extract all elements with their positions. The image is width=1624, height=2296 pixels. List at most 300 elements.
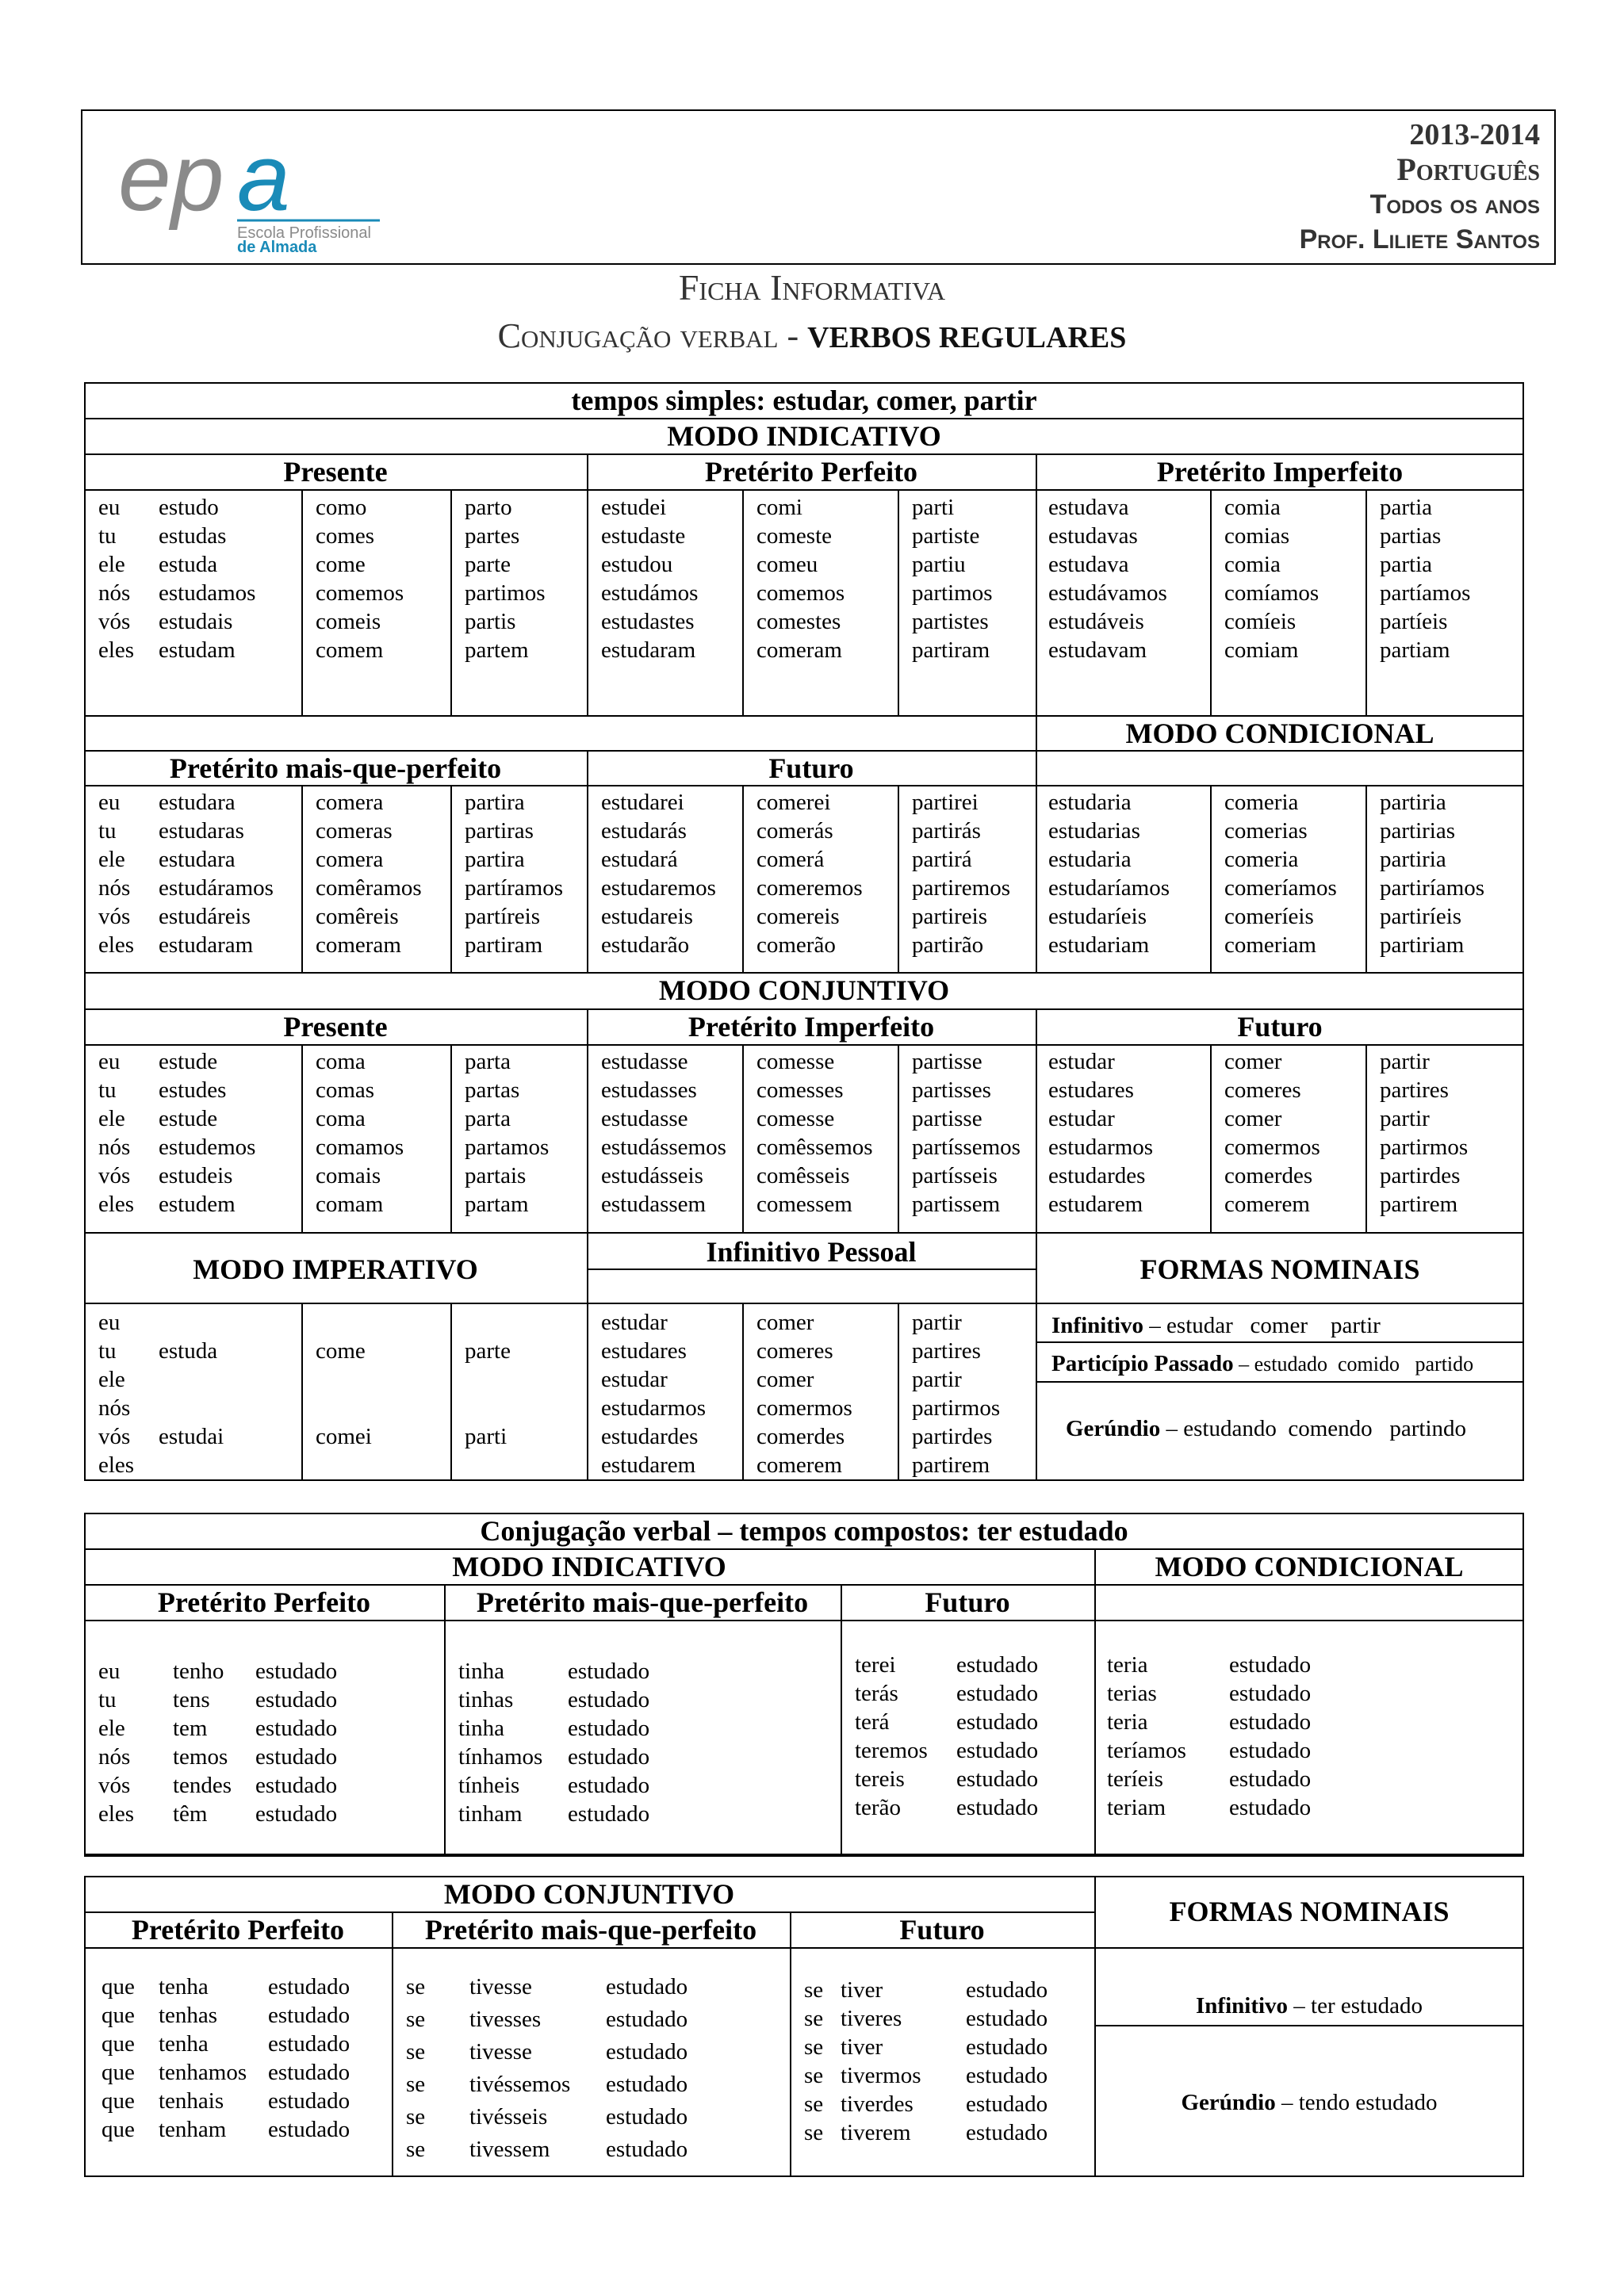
verb-form: estudado: [606, 2072, 688, 2097]
header-info: [1300, 117, 1540, 257]
verb-form: comer: [756, 1310, 814, 1335]
verb-form: comesse: [756, 1049, 835, 1074]
verb-form: estudasse: [601, 1106, 688, 1131]
verb-form: comereis: [756, 904, 840, 929]
verb-form: comam: [316, 1192, 384, 1217]
verb-form: estudem: [159, 1192, 236, 1217]
verb-form: estudarás: [601, 818, 687, 844]
ind-futuro-heading: Futuro: [768, 752, 854, 784]
verb-form: eles: [98, 1452, 135, 1478]
verb-form: estudava: [1048, 552, 1129, 577]
verb-form: estudasse: [601, 1049, 688, 1074]
verb-form: tu: [98, 523, 117, 549]
verb-form: partias: [1380, 523, 1442, 549]
verb-form: que: [102, 1974, 135, 1999]
verb-form: tivesse: [469, 2039, 532, 2064]
verb-form: estudar: [1048, 1049, 1115, 1074]
verb-form: comêssemos: [756, 1135, 873, 1160]
verb-form: estudáreis: [159, 904, 251, 929]
imperativo-tu-2: come: [316, 1338, 366, 1364]
verb-form: estudado: [268, 2003, 350, 2028]
verb-form: partirás: [912, 818, 981, 844]
verb-form: partiríamos: [1380, 875, 1485, 901]
imperativo-tu-1: estuda: [159, 1338, 218, 1364]
verb-form: tenhas: [159, 2003, 218, 2028]
verb-form: partisse: [912, 1106, 982, 1131]
verb-form: estudado: [255, 1773, 338, 1798]
verb-column: [316, 788, 422, 959]
verb-form: estudaras: [159, 818, 244, 844]
verb-form: estudado: [956, 1738, 1039, 1763]
verb-column: [159, 493, 255, 664]
verb-form: estudado: [956, 1795, 1039, 1820]
doc-subtitle: Conjugação verbal - VERBOS REGULARES: [497, 316, 1127, 355]
verb-form: comera: [316, 847, 384, 872]
verb-form: comerá: [756, 847, 825, 872]
verb-form: comamos: [316, 1135, 404, 1160]
verb-form: estudar: [1048, 1106, 1115, 1131]
verb-form: partires: [1380, 1077, 1449, 1103]
verb-form: estudaria: [1048, 847, 1132, 872]
ind-mqp-heading: Pretérito mais-que-perfeito: [169, 752, 502, 784]
verb-form: comas: [316, 1077, 375, 1103]
participle-column: [568, 1657, 649, 1828]
verb-form: se: [804, 2006, 824, 2031]
inf-pessoal-column: [756, 1308, 852, 1479]
verb-form: eu: [98, 1049, 121, 1074]
participle-column: [255, 1657, 337, 1828]
verb-form: estudamos: [159, 580, 256, 606]
verb-form: estudado: [606, 1974, 688, 1999]
verb-form: estudara: [159, 790, 236, 815]
verb-form: comeremos: [756, 875, 863, 901]
verb-form: partiam: [1380, 637, 1450, 663]
verb-form: se: [406, 2072, 426, 2097]
verb-form: tem: [173, 1716, 208, 1741]
verb-form: estudado: [568, 1773, 650, 1798]
comp-gerundio-row: Gerúndio – tendo estudado: [1181, 2090, 1438, 2115]
verb-form: eu: [98, 495, 121, 520]
verb-form: comerás: [756, 818, 833, 844]
verb-form: comes: [316, 523, 375, 549]
verb-form: comermos: [1224, 1135, 1320, 1160]
verb-form: que: [102, 2060, 135, 2085]
verb-column: [465, 788, 563, 959]
verb-column: [1380, 1047, 1468, 1219]
compound-condicional-heading: MODO CONDICIONAL: [1155, 1551, 1464, 1582]
verb-form: estudarias: [1048, 818, 1140, 844]
verb-form: vós: [98, 904, 131, 929]
verb-form: terias: [1107, 1681, 1157, 1706]
verb-form: estudará: [601, 847, 678, 872]
participio-row: Particípio Passado – estudado comido partido: [1051, 1351, 1474, 1376]
verb-form: estudado: [966, 2091, 1048, 2117]
verb-form: se: [406, 2104, 426, 2130]
verb-form: comeres: [756, 1338, 833, 1364]
verb-form: estudes: [159, 1077, 227, 1103]
verb-form: comeres: [1224, 1077, 1301, 1103]
participle-column: [606, 1973, 688, 2168]
verb-form: que: [102, 2031, 135, 2057]
verb-form: estudáramos: [159, 875, 274, 901]
verb-form: tens: [173, 1687, 210, 1712]
se-column: [804, 1976, 823, 2147]
verb-form: estudado: [268, 2088, 350, 2114]
verb-form: partisse: [912, 1049, 982, 1074]
verb-form: se: [804, 2091, 824, 2117]
verb-form: partir: [912, 1310, 962, 1335]
pronoun-column: [98, 493, 134, 664]
verb-column: [912, 1047, 1021, 1219]
verb-form: estudaste: [601, 523, 686, 549]
verb-column: [1048, 788, 1170, 959]
verb-form: comi: [756, 495, 802, 520]
verb-form: comesse: [756, 1106, 835, 1131]
verb-column: [756, 1047, 873, 1219]
verb-form: estudado: [1229, 1738, 1312, 1763]
aux-column: [173, 1657, 232, 1828]
verb-form: parto: [465, 495, 512, 520]
verb-form: tu: [98, 1687, 117, 1712]
teacher: Prof. Liliete Santos: [1299, 224, 1540, 254]
verb-form: estudarão: [601, 932, 690, 958]
verb-form: partais: [465, 1163, 527, 1188]
verb-form: estudado: [255, 1801, 338, 1827]
verb-form: come: [316, 552, 366, 577]
verb-form: partir: [1380, 1049, 1430, 1074]
verb-form: nós: [98, 580, 131, 606]
verb-form: partem: [465, 637, 529, 663]
verb-form: vós: [98, 1163, 131, 1188]
verb-form: comestes: [756, 609, 841, 634]
verb-form: estudais: [159, 609, 233, 634]
verb-form: que: [102, 2003, 135, 2028]
verb-column: [1224, 1047, 1320, 1219]
verb-form: eles: [98, 932, 135, 958]
verb-form: tivesse: [469, 1974, 532, 1999]
verb-form: eu: [98, 790, 121, 815]
verb-column: [756, 493, 845, 664]
ind-imperfeito-heading: Pretérito Imperfeito: [1156, 456, 1404, 488]
verb-form: comerdes: [756, 1424, 845, 1449]
verb-form: comesses: [756, 1077, 844, 1103]
logo-sub1: Escola Profissional: [237, 224, 371, 242]
verb-form: comemos: [756, 580, 845, 606]
verb-form: estudado: [966, 2063, 1048, 2088]
verb-form: estudou: [601, 552, 673, 577]
verb-form: partas: [465, 1077, 520, 1103]
verb-form: nós: [98, 1744, 131, 1770]
verb-form: comíamos: [1224, 580, 1320, 606]
verb-form: teríamos: [1107, 1738, 1186, 1763]
header-box: [81, 109, 1556, 265]
verb-form: estudares: [601, 1338, 687, 1364]
verb-form: eles: [98, 637, 135, 663]
se-column: [406, 1973, 425, 2168]
verb-form: partísseis: [912, 1163, 998, 1188]
comp-conj-perfeito-heading: Pretérito Perfeito: [131, 1914, 345, 1946]
verb-form: partiste: [912, 523, 980, 549]
verb-form: estudado: [966, 2120, 1048, 2145]
epa-logo: [118, 127, 388, 254]
verb-form: comerem: [1224, 1192, 1310, 1217]
verb-form: estudámos: [601, 580, 699, 606]
verb-form: estudado: [568, 1659, 650, 1684]
verb-form: estudado: [956, 1766, 1039, 1792]
verb-form: nós: [98, 875, 131, 901]
verb-form: estudar: [601, 1367, 668, 1392]
verb-form: tu: [98, 1338, 117, 1364]
pronoun-column: [98, 1657, 134, 1828]
verb-form: partirdes: [1380, 1163, 1461, 1188]
compound-caption: Conjugação verbal – tempos compostos: ter estudado: [480, 1515, 1128, 1547]
verb-form: estudado: [568, 1716, 650, 1741]
verb-form: tivésseis: [469, 2104, 548, 2130]
verb-form: que: [102, 2117, 135, 2142]
verb-form: estuda: [159, 552, 218, 577]
verb-form: comeríeis: [1224, 904, 1314, 929]
participle-column: [268, 1973, 350, 2144]
verb-column: [316, 1047, 404, 1219]
simple-indicativo-heading: MODO INDICATIVO: [667, 420, 941, 452]
verb-form: temos: [173, 1744, 228, 1770]
pronoun-column: [98, 788, 134, 959]
school-year: 2013-2014: [1409, 118, 1540, 151]
verb-form: comias: [1224, 523, 1290, 549]
verb-form: estudado: [255, 1687, 338, 1712]
verb-form: partes: [465, 523, 520, 549]
verb-form: tinha: [458, 1659, 504, 1684]
verb-form: estudar: [601, 1310, 668, 1335]
verb-form: estudardes: [601, 1424, 699, 1449]
verb-column: [159, 788, 274, 959]
verb-form: teriam: [1107, 1795, 1166, 1820]
verb-column: [1380, 788, 1484, 959]
verb-form: partíreis: [465, 904, 541, 929]
verb-form: tenha: [159, 1974, 209, 1999]
verb-form: tínheis: [458, 1773, 520, 1798]
verb-form: tivesses: [469, 2007, 542, 2032]
verb-form: tenhamos: [159, 2060, 247, 2085]
verb-form: tu: [98, 1077, 117, 1103]
imperativo-tu-3: parte: [465, 1338, 511, 1364]
verb-form: estudado: [268, 1974, 350, 1999]
verb-form: estude: [159, 1049, 218, 1074]
verb-form: partireis: [912, 904, 988, 929]
verb-form: estudaríamos: [1048, 875, 1170, 901]
verb-form: estudariam: [1048, 932, 1150, 958]
aux-column: [159, 1973, 247, 2144]
verb-form: estudastes: [601, 609, 695, 634]
verb-form: estudávamos: [1048, 580, 1167, 606]
imperativo-vos-2: comei: [316, 1424, 372, 1449]
verb-form: estudado: [568, 1687, 650, 1712]
verb-form: ele: [98, 1367, 125, 1392]
verb-form: estudava: [1048, 495, 1129, 520]
verb-column: [1224, 788, 1337, 959]
verb-form: tenha: [159, 2031, 209, 2057]
verb-form: estudado: [966, 1977, 1048, 2003]
verb-form: estudas: [159, 523, 227, 549]
ind-perfeito-heading: Pretérito Perfeito: [704, 456, 918, 488]
verb-form: parta: [465, 1106, 511, 1131]
verb-form: estudado: [606, 2039, 688, 2064]
verb-form: parta: [465, 1049, 511, 1074]
aux-column: [1107, 1651, 1186, 1822]
verb-column: [1380, 493, 1470, 664]
verb-form: comêreis: [316, 904, 399, 929]
verb-form: teremos: [855, 1738, 928, 1763]
verb-form: estudemos: [159, 1135, 256, 1160]
conjuntivo-heading: MODO CONJUNTIVO: [658, 974, 950, 1006]
verb-form: estudado: [255, 1659, 338, 1684]
comp-mqp-heading: Pretérito mais-que-perfeito: [476, 1586, 809, 1618]
verb-form: tiverem: [841, 2120, 911, 2145]
verb-form: se: [406, 2039, 426, 2064]
verb-form: estudaremos: [601, 875, 716, 901]
subject: Português: [1396, 151, 1540, 187]
verb-form: eu: [98, 1310, 121, 1335]
verb-form: tenham: [159, 2117, 227, 2142]
verb-form: partirão: [912, 932, 984, 958]
verb-form: estudado: [268, 2117, 350, 2142]
verb-column: [912, 493, 993, 664]
verb-column: [601, 493, 698, 664]
verb-form: ele: [98, 552, 125, 577]
verb-column: [601, 1047, 726, 1219]
verb-form: tiver: [841, 2034, 883, 2060]
verb-form: partíeis: [1380, 609, 1448, 634]
verb-form: partam: [465, 1192, 529, 1217]
verb-form: coma: [316, 1106, 366, 1131]
verb-form: partiu: [912, 552, 966, 577]
verb-form: comerias: [1224, 818, 1308, 844]
verb-form: estudado: [956, 1681, 1039, 1706]
verb-form: estudado: [255, 1716, 338, 1741]
verb-form: partir: [912, 1367, 962, 1392]
verb-form: tivermos: [841, 2063, 921, 2088]
verb-form: estudei: [601, 495, 667, 520]
verb-form: estudardes: [1048, 1163, 1146, 1188]
verb-column: [465, 493, 546, 664]
verb-form: estudo: [159, 495, 219, 520]
ind-presente-heading: Presente: [283, 456, 388, 488]
verb-form: estudaríeis: [1048, 904, 1147, 929]
verb-form: estudavas: [1048, 523, 1138, 549]
verb-form: estudado: [606, 2137, 688, 2162]
verb-column: [159, 1047, 255, 1219]
verb-column: [316, 493, 404, 664]
verb-form: partirias: [1380, 818, 1456, 844]
verb-form: partiremos: [912, 875, 1011, 901]
verb-form: partirmos: [912, 1395, 1001, 1421]
verb-form: partirdes: [912, 1424, 993, 1449]
verb-column: [912, 788, 1010, 959]
verb-form: estudáveis: [1048, 609, 1144, 634]
verb-form: comer: [1224, 1106, 1282, 1131]
verb-form: teria: [1107, 1709, 1148, 1735]
verb-form: tereis: [855, 1766, 905, 1792]
participle-column: [956, 1651, 1038, 1822]
verb-form: estudado: [268, 2031, 350, 2057]
compound-indicativo-heading: MODO INDICATIVO: [452, 1551, 726, 1582]
verb-form: tivessem: [469, 2137, 550, 2162]
verb-form: comia: [1224, 495, 1281, 520]
pronoun-column: [98, 1047, 134, 1219]
participle-column: [966, 1976, 1048, 2147]
verb-form: comermos: [756, 1395, 852, 1421]
logo-sub2: de Almada: [237, 239, 317, 254]
doc-title: Ficha Informativa: [678, 267, 946, 308]
verb-form: comêsseis: [756, 1163, 850, 1188]
inf-pessoal-column: [601, 1308, 706, 1479]
verb-form: estudaram: [601, 637, 696, 663]
verb-form: terei: [855, 1652, 896, 1678]
verb-form: partiríeis: [1380, 904, 1462, 929]
verb-form: estudarmos: [1048, 1135, 1154, 1160]
inf-pessoal-column: [912, 1308, 1000, 1479]
que-column: [102, 1973, 135, 2144]
verb-form: partiria: [1380, 790, 1446, 815]
verb-column: [601, 788, 716, 959]
verb-form: estudassem: [601, 1192, 707, 1217]
verb-column: [465, 1047, 549, 1219]
participle-column: [1229, 1651, 1311, 1822]
verb-form: partíramos: [465, 875, 564, 901]
verb-form: partiriam: [1380, 932, 1465, 958]
verb-column: [1224, 493, 1319, 664]
verb-form: como: [316, 495, 367, 520]
comp-perfeito-heading: Pretérito Perfeito: [157, 1586, 371, 1618]
verb-form: comer: [756, 1367, 814, 1392]
verb-form: partisses: [912, 1077, 991, 1103]
verb-form: nós: [98, 1395, 131, 1421]
gerundio-row: Gerúndio – estudando comendo partindo: [1066, 1416, 1467, 1441]
verb-column: [756, 788, 863, 959]
comp-formas-heading: FORMAS NOMINAIS: [1169, 1896, 1450, 1927]
aux-column: [841, 1976, 921, 2147]
aux-column: [855, 1651, 928, 1822]
verb-form: teríeis: [1107, 1766, 1163, 1792]
verb-form: estudarmos: [601, 1395, 707, 1421]
verb-form: estudado: [956, 1652, 1039, 1678]
verb-form: partistes: [912, 609, 989, 634]
verb-form: partirei: [912, 790, 979, 815]
verb-form: partirá: [912, 847, 972, 872]
verb-form: estudado: [255, 1744, 338, 1770]
verb-form: estudásseis: [601, 1163, 703, 1188]
verb-form: partiras: [465, 818, 534, 844]
conj-presente-heading: Presente: [283, 1011, 388, 1043]
verb-form: comessem: [756, 1192, 852, 1217]
conj-imperfeito-heading: Pretérito Imperfeito: [688, 1011, 935, 1043]
verb-form: eu: [98, 1659, 121, 1684]
verb-form: comeram: [756, 637, 842, 663]
verb-form: estudado: [606, 2007, 688, 2032]
verb-form: tenho: [173, 1659, 224, 1684]
imperativo-vos-1: estudai: [159, 1424, 224, 1449]
verb-form: comêramos: [316, 875, 422, 901]
verb-form: partira: [465, 847, 525, 872]
verb-form: se: [406, 2007, 426, 2032]
verb-form: partir: [1380, 1106, 1430, 1131]
verb-form: tiverdes: [841, 2091, 914, 2117]
verb-form: teria: [1107, 1652, 1148, 1678]
verb-form: estudareis: [601, 904, 693, 929]
logo-text-a: a: [237, 127, 290, 231]
logo-text-ep: ep: [118, 127, 224, 231]
verb-form: ele: [98, 1716, 125, 1741]
